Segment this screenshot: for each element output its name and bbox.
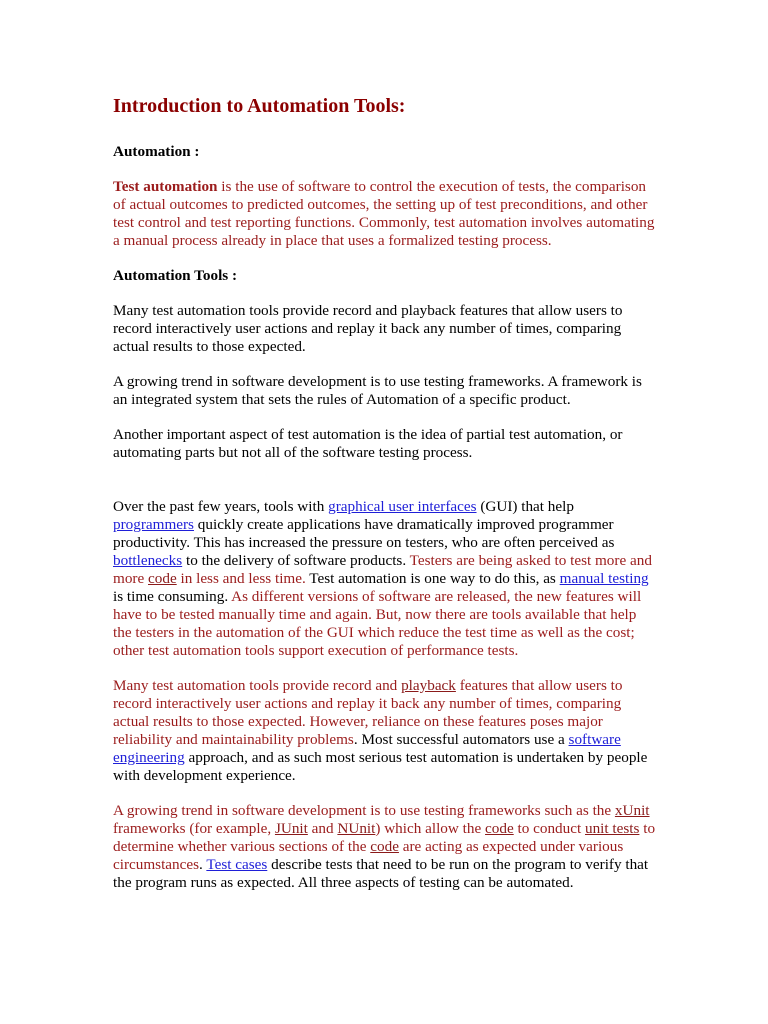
paragraph-record-playback-reliance bbox=[113, 677, 658, 785]
text-run-red: to conduct bbox=[513, 820, 585, 837]
text-run: Over the past few years, tools with bbox=[113, 498, 329, 515]
link-software-engineering[interactable]: software engineering bbox=[113, 731, 621, 766]
link-junit[interactable]: JUnit bbox=[274, 820, 308, 837]
page-title: Introduction to Automation Tools: bbox=[113, 95, 406, 117]
link-test-cases[interactable]: Test cases bbox=[206, 856, 268, 873]
link-xunit[interactable]: xUnit bbox=[614, 802, 650, 819]
link-code[interactable]: code bbox=[148, 570, 177, 587]
text-run: describe tests that need to be run on the program to verify that the program runs as expected. All three aspects of testing can be automated. bbox=[113, 856, 649, 891]
text-run: (GUI) that help bbox=[476, 498, 574, 515]
text-run: quickly create applications have dramatically improved programmer productivity. This has increased the pressure on testers, who are often perceived as bbox=[113, 516, 615, 551]
text-run-red: to determine whether various sections of the bbox=[113, 820, 656, 855]
automation-heading: Automation : bbox=[113, 143, 200, 160]
link-playback[interactable]: playback bbox=[401, 677, 456, 694]
text-run-red: ) which allow the bbox=[375, 820, 486, 837]
text-run-red: in less and less time. bbox=[176, 570, 306, 587]
text-run: . bbox=[199, 856, 207, 873]
text-run-red: As different versions of software are released, the new features will have to be tested manually time and again. But, now there are tools available that help the testers in the automation of the GUI which reduce the test time as well as the cost; other test automation tools support execution of performance tests. bbox=[113, 588, 642, 659]
text-run: approach, and as such most serious test automation is undertaken by people with development experience. bbox=[113, 749, 648, 784]
document-body bbox=[113, 94, 658, 909]
link-unit-tests[interactable]: unit tests bbox=[584, 820, 640, 837]
paragraph-record-playback: Many test automation tools provide record and playback features that allow users to record interactively user actions and replay it back any number of times, comparing actual results to those expected. bbox=[113, 302, 623, 355]
term-test-automation: Test automation bbox=[113, 178, 218, 195]
link-manual-testing[interactable]: manual testing bbox=[559, 570, 649, 587]
link-graphical-user-interfaces[interactable]: graphical user interfaces bbox=[328, 498, 477, 515]
paragraph-frameworks: A growing trend in software development is to use testing frameworks. A framework is an integrated system that sets the rules of Automation of a specific product. bbox=[113, 373, 642, 408]
link-code[interactable]: code bbox=[485, 820, 514, 837]
link-nunit[interactable]: NUnit bbox=[337, 820, 376, 837]
text-run-red: Many test automation tools provide record and bbox=[113, 677, 402, 694]
automation-tools-heading: Automation Tools : bbox=[113, 267, 238, 284]
link-code[interactable]: code bbox=[370, 838, 399, 855]
paragraph-partial-automation: Another important aspect of test automation is the idea of partial test automation, or automating parts but not all of the software testing process. bbox=[113, 426, 623, 461]
link-bottlenecks[interactable]: bottlenecks bbox=[113, 552, 183, 569]
definition-text: is the use of software to control the execution of tests, the comparison of actual outcomes to predicted outcomes, the setting up of test preconditions, and other test control and test reporting functions. Commonly, test automation involves automating a manual process already in place that uses a formalized testing process. bbox=[113, 178, 655, 249]
text-run: to the delivery of software products. bbox=[182, 552, 410, 569]
text-run-red: and bbox=[307, 820, 338, 837]
text-run: Test automation is one way to do this, as bbox=[305, 570, 560, 587]
paragraph-gui-tools bbox=[113, 498, 658, 660]
link-programmers[interactable]: programmers bbox=[113, 516, 194, 533]
text-run-red: frameworks (for example, bbox=[113, 820, 275, 837]
text-run-red: features that allow users to record interactively user actions and replay it back any number of times, comparing actual results to those expected. However, reliance on these features poses major reliability and maintainability problems bbox=[113, 677, 623, 748]
paragraph-xunit-frameworks bbox=[113, 802, 658, 892]
text-run-red: A growing trend in software development is to use testing frameworks such as the bbox=[113, 802, 615, 819]
text-run-red: Testers are being asked to test more and more bbox=[113, 552, 652, 587]
spacer bbox=[113, 479, 658, 498]
text-run-red: are acting as expected under various circumstances bbox=[113, 838, 624, 873]
text-run: . Most successful automators use a bbox=[353, 731, 569, 748]
test-automation-definition bbox=[113, 178, 658, 250]
text-run: is time consuming. bbox=[113, 588, 229, 605]
